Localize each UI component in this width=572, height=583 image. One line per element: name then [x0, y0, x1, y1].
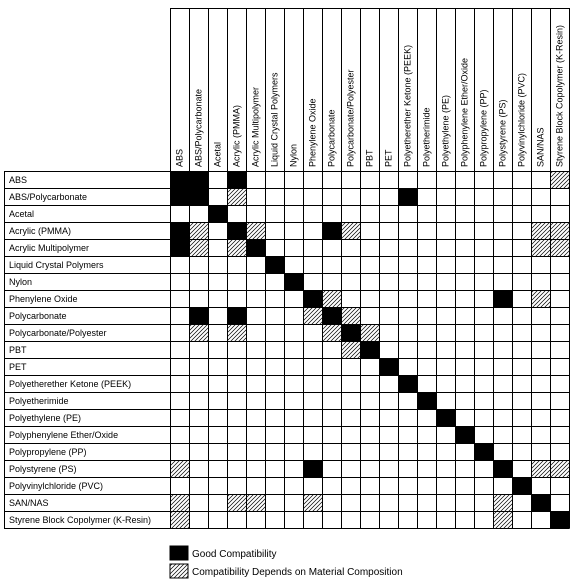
row-label: PBT — [9, 345, 27, 355]
cell-good-compatibility — [189, 188, 208, 205]
cell-depends-on-composition — [550, 460, 569, 477]
cell-good-compatibility — [189, 171, 208, 188]
legend — [170, 546, 403, 578]
row-label: Acrylic (PMMA) — [9, 226, 71, 236]
cell-depends-on-composition — [531, 290, 550, 307]
cell-depends-on-composition — [246, 222, 265, 239]
legend-depends-label: Compatibility Depends on Material Composition — [192, 567, 403, 578]
cell-good-compatibility — [303, 460, 322, 477]
row-label: Polypropylene (PP) — [9, 447, 87, 457]
cell-good-compatibility — [493, 460, 512, 477]
column-label: ABS — [174, 148, 185, 167]
column-label: Polycarbonate/Polyester — [345, 69, 356, 167]
cell-good-compatibility — [170, 171, 189, 188]
row-label: Polystyrene (PS) — [9, 464, 77, 474]
cell-depends-on-composition — [531, 239, 550, 256]
cell-depends-on-composition — [322, 324, 341, 341]
cell-good-compatibility — [512, 477, 531, 494]
cell-depends-on-composition — [227, 188, 246, 205]
cell-good-compatibility — [227, 307, 246, 324]
matrix-cells — [170, 171, 569, 528]
cell-depends-on-composition — [360, 324, 379, 341]
cell-good-compatibility — [455, 426, 474, 443]
row-label: Phenylene Oxide — [9, 294, 78, 304]
cell-good-compatibility — [170, 188, 189, 205]
cell-good-compatibility — [189, 307, 208, 324]
cell-good-compatibility — [398, 188, 417, 205]
cell-depends-on-composition — [341, 341, 360, 358]
cell-good-compatibility — [550, 511, 569, 528]
row-label: ABS — [9, 175, 28, 185]
cell-good-compatibility — [170, 239, 189, 256]
column-label: Nylon — [288, 143, 299, 167]
cell-good-compatibility — [341, 324, 360, 341]
row-label: Acrylic Multipolymer — [9, 243, 90, 253]
cell-good-compatibility — [227, 171, 246, 188]
cell-depends-on-composition — [227, 324, 246, 341]
cell-good-compatibility — [246, 239, 265, 256]
cell-good-compatibility — [379, 358, 398, 375]
column-label: Liquid Crystal Polymers — [269, 72, 280, 167]
row-label: Polyetherimide — [9, 396, 69, 406]
legend-good-swatch — [170, 546, 188, 560]
column-label: Polyphenylene Ether/Oxide — [459, 57, 470, 167]
cell-depends-on-composition — [550, 239, 569, 256]
cell-depends-on-composition — [341, 222, 360, 239]
column-label: Polyetherether Ketone (PEEK) — [402, 44, 413, 167]
row-label: Acetal — [9, 209, 35, 219]
cell-good-compatibility — [360, 341, 379, 358]
cell-good-compatibility — [208, 205, 227, 222]
row-label: SAN/NAS — [9, 498, 49, 508]
column-label: ABS/Polycarbonate — [193, 88, 204, 167]
column-label: Acetal — [212, 141, 223, 167]
cell-depends-on-composition — [531, 460, 550, 477]
row-label: Styrene Block Copolymer (K-Resin) — [9, 515, 152, 525]
cell-good-compatibility — [531, 494, 550, 511]
cell-good-compatibility — [493, 290, 512, 307]
cell-good-compatibility — [170, 222, 189, 239]
column-labels — [175, 25, 565, 167]
cell-depends-on-composition — [189, 324, 208, 341]
cell-depends-on-composition — [189, 239, 208, 256]
cell-good-compatibility — [227, 222, 246, 239]
column-label: Acrylic Multipolymer — [250, 86, 261, 167]
cell-depends-on-composition — [170, 460, 189, 477]
cell-good-compatibility — [398, 375, 417, 392]
column-label: Polyethylene (PE) — [440, 94, 451, 167]
row-label: PET — [9, 362, 27, 372]
cell-depends-on-composition — [170, 511, 189, 528]
column-label: PBT — [364, 149, 375, 167]
cell-depends-on-composition — [303, 494, 322, 511]
column-label: Acrylic (PMMA) — [231, 105, 242, 167]
column-label: Phenylene Oxide — [307, 98, 318, 167]
cell-depends-on-composition — [170, 494, 189, 511]
cell-good-compatibility — [474, 443, 493, 460]
cell-depends-on-composition — [303, 307, 322, 324]
row-label: ABS/Polycarbonate — [9, 192, 88, 202]
cell-depends-on-composition — [531, 222, 550, 239]
cell-depends-on-composition — [246, 494, 265, 511]
row-label: Polyethylene (PE) — [9, 413, 82, 423]
cell-good-compatibility — [322, 222, 341, 239]
row-label: Polyphenylene Ether/Oxide — [9, 430, 119, 440]
cell-good-compatibility — [322, 307, 341, 324]
cell-good-compatibility — [303, 290, 322, 307]
column-label: Polycarbonate — [326, 109, 337, 167]
legend-good-label: Good Compatibility — [192, 549, 277, 560]
cell-depends-on-composition — [189, 222, 208, 239]
cell-good-compatibility — [284, 273, 303, 290]
column-label: SAN/NAS — [535, 127, 546, 167]
legend-depends-swatch — [170, 564, 188, 578]
column-label: Polystyrene (PS) — [497, 99, 508, 167]
cell-good-compatibility — [265, 256, 284, 273]
cell-depends-on-composition — [550, 222, 569, 239]
column-label: Polyvinylchloride (PVC) — [516, 72, 527, 167]
cell-depends-on-composition — [493, 511, 512, 528]
row-label: Polycarbonate/Polyester — [9, 328, 107, 338]
cell-good-compatibility — [436, 409, 455, 426]
cell-good-compatibility — [417, 392, 436, 409]
column-label: Styrene Block Copolymer (K-Resin) — [554, 24, 565, 167]
column-label: Polyetherimide — [421, 107, 432, 167]
cell-depends-on-composition — [341, 307, 360, 324]
row-labels — [9, 175, 151, 525]
row-label: Polycarbonate — [9, 311, 67, 321]
column-label: PET — [383, 149, 394, 167]
cell-depends-on-composition — [227, 494, 246, 511]
column-label: Polypropylene (PP) — [478, 89, 489, 167]
cell-depends-on-composition — [550, 171, 569, 188]
row-label: Nylon — [9, 277, 33, 287]
row-label: Polyvinylchloride (PVC) — [9, 481, 104, 491]
cell-depends-on-composition — [227, 239, 246, 256]
row-label: Polyetherether Ketone (PEEK) — [9, 379, 132, 389]
cell-depends-on-composition — [322, 290, 341, 307]
cell-depends-on-composition — [493, 494, 512, 511]
row-label: Liquid Crystal Polymers — [9, 260, 104, 270]
